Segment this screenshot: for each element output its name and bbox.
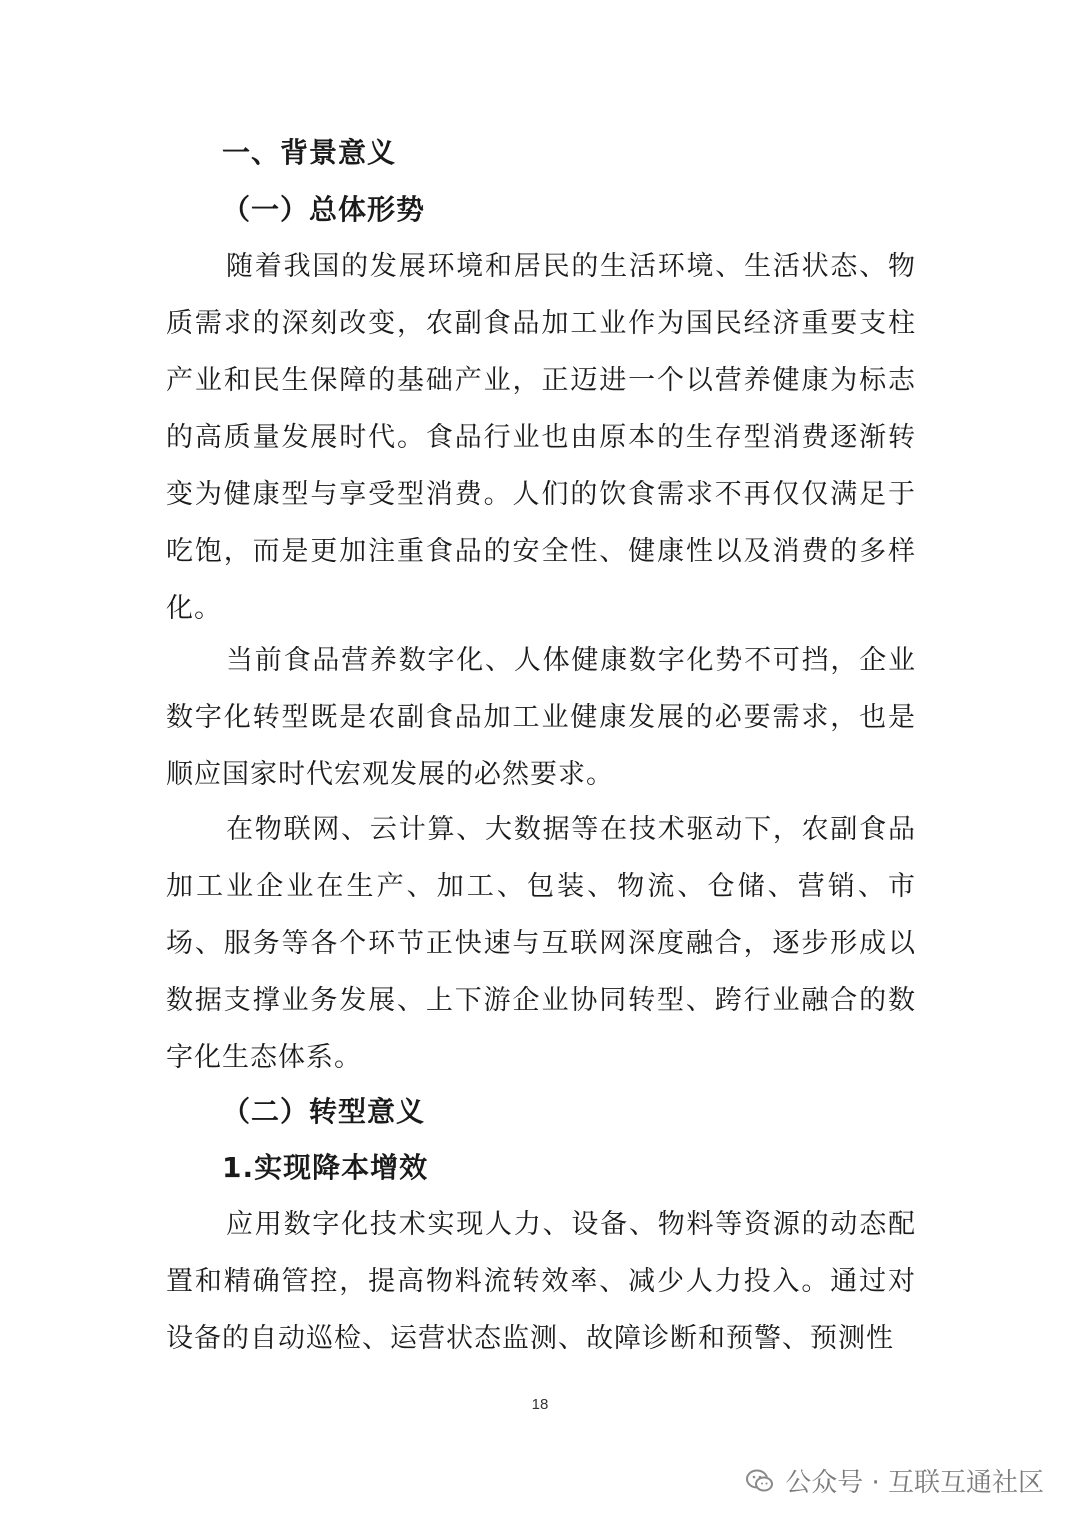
subsection-heading-transformation-significance: （二）转型意义 bbox=[222, 1095, 426, 1128]
paragraph-digital-trend: 当前食品营养数字化、人体健康数字化势不可挡，企业数字化转型既是农副食品加工业健康发展的必要需求，也是顺应国家时代宏观发展的必然要求。 bbox=[166, 645, 916, 790]
subsection-heading-overall-situation: （一）总体形势 bbox=[222, 193, 426, 226]
watermark-text: 公众号 · 互联互通社区 bbox=[785, 1468, 1044, 1498]
wechat-icon bbox=[745, 1466, 775, 1496]
section-heading: 一、背景意义 bbox=[222, 136, 397, 169]
item-heading-cost-reduction: 1.实现降本增效 bbox=[222, 1151, 429, 1184]
paragraph-technology-drive: 在物联网、云计算、大数据等在技术驱动下，农副食品加工业企业在生产、加工、包装、物流、仓储、营销、市场、服务等各个环节正快速与互联网深度融合，逐步形成以数据支撑业务发展、上下游企业协同转型、跨行业融合的数字化生态体系。 bbox=[166, 814, 916, 1073]
page-number: 18 bbox=[531, 1396, 549, 1413]
watermark bbox=[745, 1462, 1044, 1499]
paragraph-overall-situation: 随着我国的发展环境和居民的生活环境、生活状态、物质需求的深刻改变，农副食品加工业作为国民经济重要支柱产业和民生保障的基础产业，正迈进一个以营养健康为标志的高质量发展时代。食品行业也由原本的生存型消费逐渐转变为健康型与享受型消费。人们的饮食需求不再仅仅满足于吃饱，而是更加注重食品的安全性、健康性以及消费的多样化。 bbox=[166, 251, 916, 624]
paragraph-cost-reduction: 应用数字化技术实现人力、设备、物料等资源的动态配置和精确管控，提高物料流转效率、减少人力投入。通过对设备的自动巡检、运营状态监测、故障诊断和预警、预测性 bbox=[166, 1209, 916, 1354]
